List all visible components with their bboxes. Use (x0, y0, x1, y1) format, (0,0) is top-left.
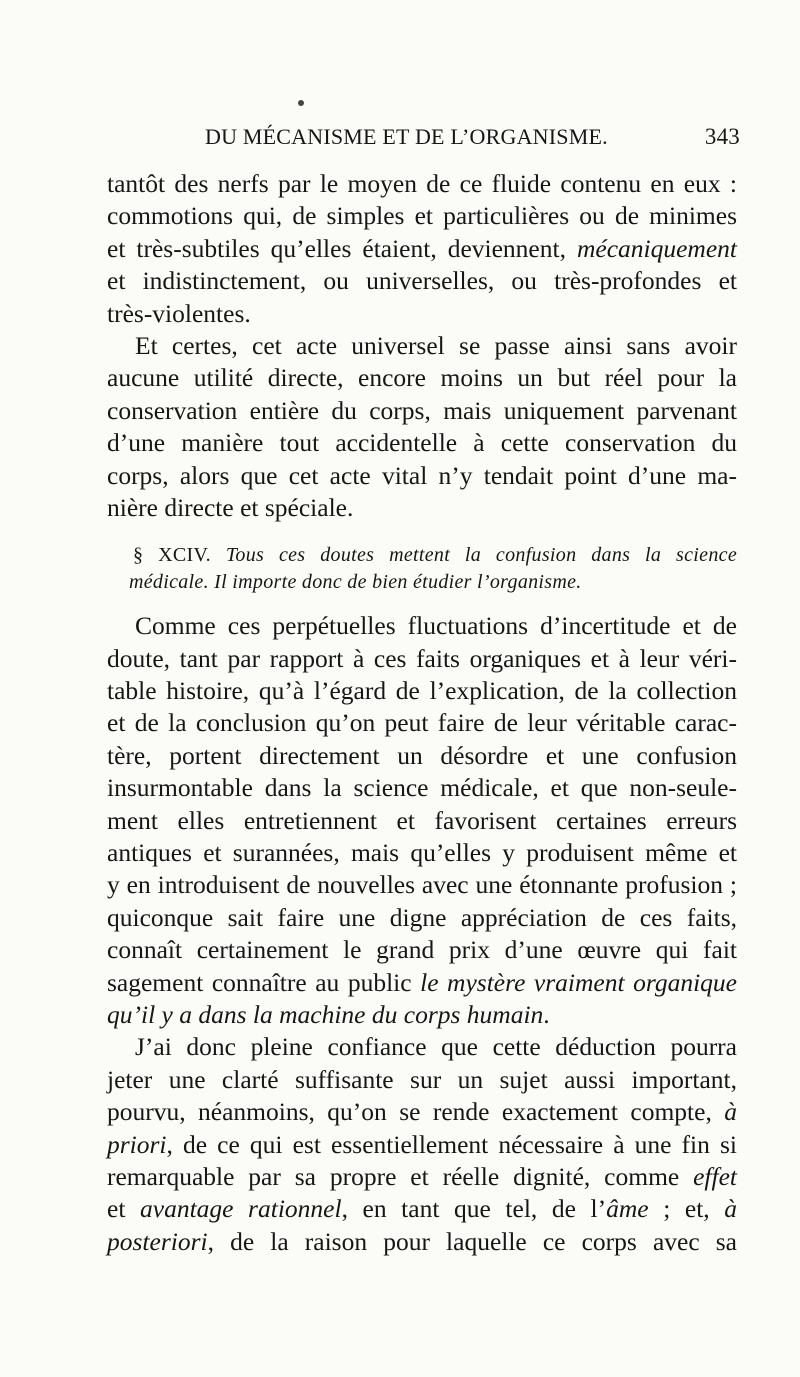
text-line: quiconque sait faire une digne appréciation de ces faits, (107, 902, 737, 932)
text-line: table histoire, qu’à l’égard de l’explication, de la collection (107, 676, 737, 706)
text-line (107, 1129, 737, 1161)
text-line (107, 233, 737, 265)
text-run: et très-subtiles qu’elles étaient, deviennent, (107, 233, 577, 263)
ink-speck (298, 100, 304, 106)
paragraph-2 (107, 330, 737, 524)
section-number: § XCIV. (133, 544, 211, 567)
text-run: , de ce qui est essentiellement nécessaire à une fin si (166, 1129, 737, 1159)
paragraph-4 (107, 1031, 737, 1258)
text-line: Comme ces perpétuelles fluctuations d’incertitude et de (135, 611, 737, 641)
text-line: commotions qui, de simples et particulières ou de minimes (107, 201, 737, 231)
text-line: antiques et surannées, mais qu’elles y produisent même et (107, 838, 737, 868)
text-line: insurmontable dans la science médicale, et que non-seule- (107, 773, 737, 803)
text-line: nière directe et spéciale. (107, 492, 354, 522)
section-heading-line: médicale. Il importe donc de bien étudier l’organisme. (129, 571, 582, 594)
text-run: sagement connaître au public (107, 967, 421, 997)
text-line (107, 1193, 737, 1225)
text-line: aucune utilité directe, encore moins un but réel pour la (107, 363, 737, 393)
italic-run: avantage rationnel (140, 1194, 342, 1224)
text-line: et de la conclusion qu’on peut faire de leur véritable carac- (107, 708, 737, 738)
text-run: et (107, 1194, 140, 1224)
text-run: pourvu, néanmoins, qu’on se rende exactement compte, (107, 1097, 725, 1127)
section-title-text: Tous ces doutes mettent la confusion dans la science (225, 544, 737, 567)
italic-run: à (724, 1097, 737, 1127)
text-run: . (543, 999, 550, 1029)
text-run: , en tant que tel, de l’ (341, 1194, 607, 1224)
text-line: très-violentes. (107, 298, 251, 328)
text-line: jeter une clarté suffisante sur un sujet aussi important, (107, 1064, 737, 1094)
italic-run: effet (693, 1161, 737, 1191)
italic-run: le mystère vraiment organique (420, 967, 737, 997)
paragraph-3 (107, 610, 737, 1031)
page-body (107, 168, 737, 1258)
text-line: et indistinctement, ou universelles, ou très-profondes et (107, 266, 737, 296)
text-line: J’ai donc pleine confiance que cette déduction pourra (135, 1032, 737, 1062)
text-run: ; et, (648, 1194, 725, 1224)
text-line: Et certes, cet acte universel se passe ainsi sans avoir (135, 330, 737, 360)
text-line: doute, tant par rapport à ces faits organiques et à leur véri- (107, 643, 737, 673)
text-run: , de la raison pour laquelle ce corps avec sa (207, 1226, 737, 1256)
text-line: y en introduisent de nouvelles avec une étonnante profusion ; (107, 870, 737, 900)
text-line: tantôt des nerfs par le moyen de ce fluide contenu en eux : (107, 169, 737, 198)
section-heading-line (107, 542, 737, 569)
section-heading (107, 542, 737, 596)
page-number: 343 (704, 124, 740, 149)
italic-run: priori (107, 1129, 167, 1159)
text-line (107, 1226, 737, 1258)
text-line: connaît certainement le grand prix d’une œuvre qui fait (107, 935, 737, 965)
italic-run: mécaniquement (576, 233, 737, 263)
paragraph-1 (107, 168, 737, 330)
text-line: conservation entière du corps, mais uniquement parvenant (107, 395, 737, 425)
text-line (107, 1096, 737, 1128)
text-line: corps, alors que cet acte vital n’y tendait point d’une ma- (107, 460, 737, 490)
text-line (107, 1161, 737, 1193)
text-line: d’une manière tout accidentelle à cette conservation du (107, 428, 737, 458)
italic-run: qu’il y a dans la machine du corps humain (107, 999, 544, 1029)
italic-run: posteriori (107, 1226, 208, 1256)
text-line (107, 967, 737, 999)
text-line: ment elles entretiennent et favorisent certaines erreurs (107, 805, 737, 835)
text-line (107, 999, 737, 1031)
italic-run: âme (606, 1194, 649, 1224)
text-run: remarquable par sa propre et réelle dignité, comme (107, 1161, 694, 1191)
text-line: tère, portent directement un désordre et une confusion (107, 740, 737, 770)
running-head-title: DU MÉCANISME ET DE L’ORGANISME. (205, 124, 608, 149)
italic-run: à (724, 1194, 737, 1224)
